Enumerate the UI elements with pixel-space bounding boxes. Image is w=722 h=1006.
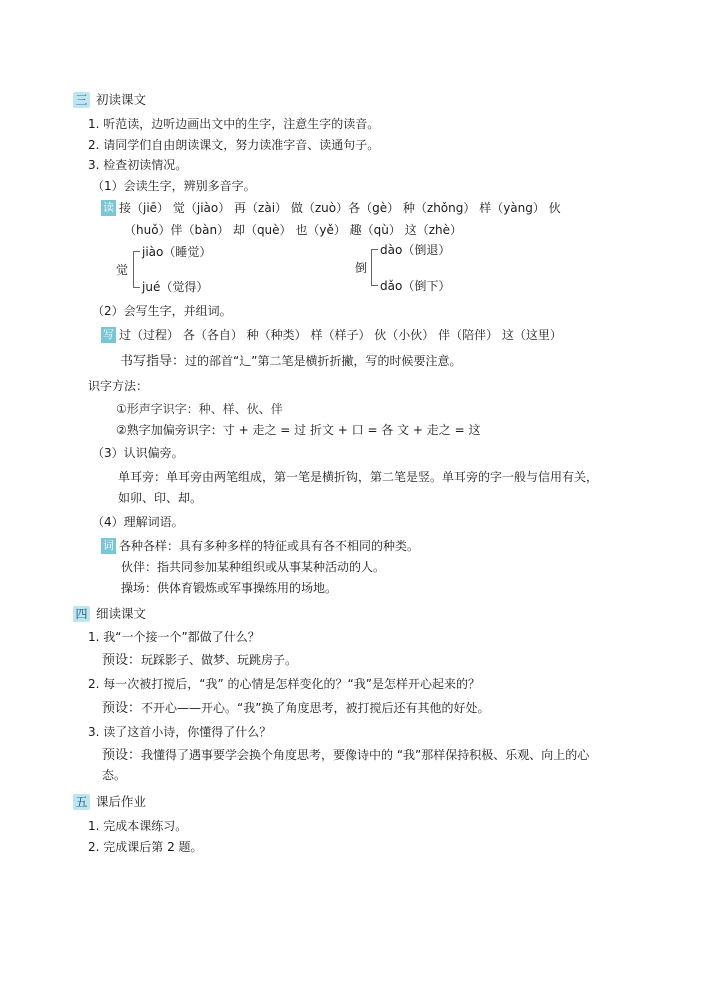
s3-item-3: 3. 检查初读情况。 <box>88 158 188 172</box>
read-chars-line-1 <box>101 200 561 216</box>
brace-jue <box>133 251 140 288</box>
preset-label: 预设： <box>102 701 142 716</box>
section-4-heading <box>73 606 146 622</box>
answer-text: 不开心——开心。“我”换了角度思考，被打搅后还有其他的好处。 <box>141 701 490 715</box>
write-chars-line <box>101 327 562 343</box>
s4-answer-2 <box>102 700 489 717</box>
word-line-2: 伙伴：指共同参加某种组织或从事某种活动的人。 <box>121 560 386 574</box>
s3-item-1: 1. 听范读，边听边画出文中的生字，注意生字的读音。 <box>88 117 380 131</box>
s5-item-2: 2. 完成课后第 2 题。 <box>88 840 203 854</box>
answer-text: 玩踩影子、做梦、玩跳房子。 <box>141 653 298 667</box>
section-title: 课后作业 <box>96 794 147 809</box>
polyphone-dao-top: dào（倒退） <box>380 243 451 257</box>
section-number: 三 <box>73 92 90 108</box>
method-2: ②熟字加偏旁识字：寸 + 走之 = 过 折文 + 口 = 各 文 + 走之 = 这 <box>116 423 481 437</box>
writing-guide <box>120 353 461 370</box>
radical-desc-1: 单耳旁：单耳旁由两笔组成，第一笔是横折钩，第二笔是竖。单耳旁的字一般与信用有关， <box>118 470 599 484</box>
s4-question-2: 2. 每一次被打搅后，“我” 的心情是怎样变化的？“我”是怎样开心起来的？ <box>88 677 480 691</box>
answer-text: 我懂得了遇事要学会换个角度思考，要像诗中的 “我”那样保持积极、乐观、向上的心 <box>141 748 590 762</box>
s4-answer-3-cont: 态。 <box>102 768 127 782</box>
polyphone-dao-bottom: dǎo（倒下） <box>380 279 451 293</box>
polyphone-jue-top: jiào（睡觉） <box>142 245 212 259</box>
read-badge-icon: 读 <box>103 201 114 214</box>
method-label: 识字方法： <box>88 379 149 393</box>
polyphone-dao-char: 倒 <box>355 261 368 275</box>
s3-item-2: 2. 请同学们自由朗读课文，努力读准字音、读通句子。 <box>88 138 380 152</box>
section-5-heading <box>73 794 146 810</box>
section-title: 初读课文 <box>96 92 147 107</box>
s3-sub-3: （3）认识偏旁。 <box>92 446 184 460</box>
brace-dao <box>371 249 378 286</box>
write-chars-text: 过（过程） 各（各自） 种（种类） 样（样子） 伙（小伙） 伴（陪伴） 这（这里） <box>119 328 562 342</box>
s3-sub-2: （2）会写生字，并组词。 <box>92 304 232 318</box>
s5-item-1: 1. 完成本课练习。 <box>88 819 188 833</box>
word-line-3: 操场：供体育锻炼或军事操练用的场地。 <box>121 581 338 595</box>
preset-label: 预设： <box>102 748 142 763</box>
writing-guide-text: 过的部首“辶”第二笔是横折折撇，写的时候要注意。 <box>185 354 462 368</box>
section-number: 五 <box>73 794 90 810</box>
writing-guide-label: 书写指导： <box>120 354 186 369</box>
radical-desc-2: 如卯、印、却。 <box>118 491 203 505</box>
polyphone-jue-bottom: jué（觉得） <box>142 280 209 294</box>
method-1: ①形声字识字：种、样、伙、伴 <box>116 402 283 416</box>
section-3-heading <box>73 92 146 108</box>
preset-label: 预设： <box>102 653 142 668</box>
section-title: 细读课文 <box>96 606 147 621</box>
write-badge-icon: 写 <box>103 328 114 341</box>
word-badge-icon: 词 <box>103 539 114 552</box>
section-number: 四 <box>73 606 90 622</box>
polyphone-jue-char: 觉 <box>116 263 129 277</box>
s4-question-1: 1. 我“一个接一个”都做了什么？ <box>88 630 260 644</box>
s4-answer-1 <box>102 652 297 669</box>
s3-sub-4: （4）理解词语。 <box>92 515 184 529</box>
s3-sub-1: （1）会读生字，辨别多音字。 <box>92 179 256 193</box>
word-line-1 <box>101 538 419 554</box>
word-1-text: 各种各样：具有多种多样的特征或具有各不相同的种类。 <box>119 539 420 553</box>
s4-question-3: 3. 读了这首小诗，你懂得了什么？ <box>88 725 272 739</box>
read-chars-text: 接（jiē） 觉（jiào） 再（zài） 做（zuò）各（gè） 种（zhǒng） 样（yàng） 伙 <box>119 201 561 215</box>
s4-answer-3 <box>102 747 589 764</box>
read-chars-line-2: （huǒ）伴（bàn） 却（què） 也（yě） 趣（qù） 这（zhè） <box>124 223 462 237</box>
